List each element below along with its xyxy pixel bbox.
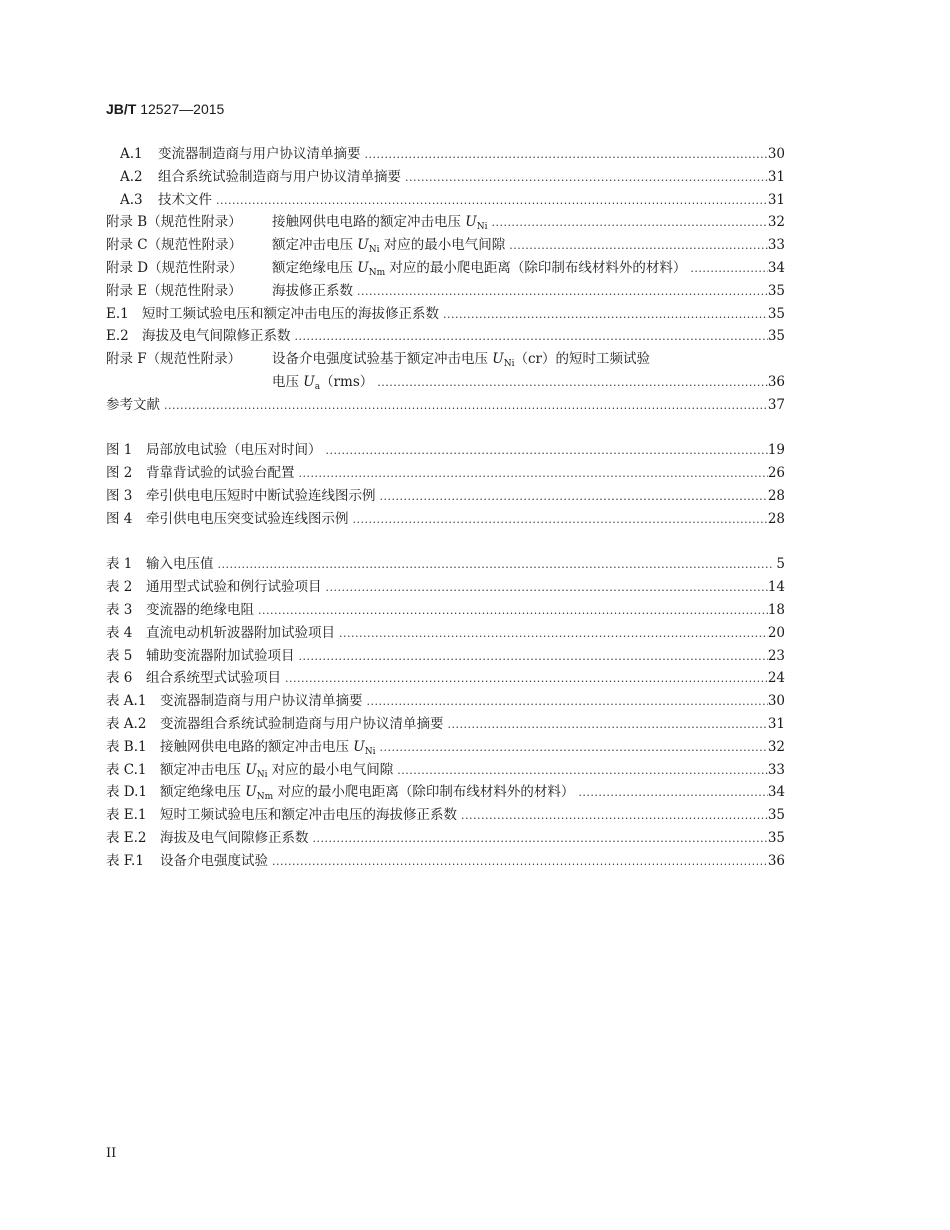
toc-entry[interactable]: [106, 371, 785, 394]
toc-entry-label: [106, 394, 162, 417]
toc-entry-label: [106, 645, 297, 668]
toc-entry-number: 附录 B（规范性附录）: [106, 214, 242, 231]
toc-entry-label: [106, 690, 365, 713]
toc-entry-title: 技术文件: [158, 191, 212, 208]
toc-entry-number: 表 E.1: [106, 807, 147, 824]
toc-dot-leader: [446, 714, 768, 737]
toc-dot-leader: [337, 623, 768, 646]
toc-entry-page: 28: [767, 510, 785, 527]
toc-entry[interactable]: [106, 759, 785, 782]
toc-entry-label: [106, 439, 324, 462]
toc-entry[interactable]: [106, 234, 785, 257]
toc-entry-label: [106, 485, 378, 508]
toc-entry-number: 表 4: [106, 624, 133, 641]
toc-entry-number: 图 1: [106, 442, 133, 459]
toc-entry-number: 表 D.1: [106, 784, 148, 801]
toc-entry-title: 背靠背试验的试验台配置: [146, 465, 295, 482]
toc-entry-title: 局部放电试验（电压对时间）: [146, 442, 322, 459]
toc-entry-label: [120, 189, 214, 212]
toc-entry-title-suffix: 对应的最小爬电距离（除印制布线材料外的材料）: [273, 784, 575, 801]
toc-entry-page: 35: [767, 282, 785, 299]
toc-entry-page: 35: [767, 305, 785, 322]
toc-entry[interactable]: [106, 166, 785, 189]
toc-entry-title: 电压: [272, 373, 304, 390]
toc-entry[interactable]: [106, 439, 785, 462]
toc-entry-page: 24: [767, 670, 785, 687]
toc-entry[interactable]: [106, 850, 785, 873]
toc-entry-label: [106, 622, 337, 645]
toc-dot-leader: [395, 760, 768, 783]
toc-dot-leader: [377, 737, 767, 760]
toc-entry-number: 附录 C（规范性附录）: [106, 237, 243, 254]
toc-entry-page: 36: [767, 852, 785, 869]
toc-entry-page: 37: [767, 396, 785, 413]
toc-dot-leader: [293, 326, 768, 349]
toc-entry-variable: U: [357, 259, 369, 276]
toc-entry-number: E.2: [106, 328, 129, 345]
toc-entry-title: 参考文献: [106, 396, 160, 413]
toc-entry-page: 33: [767, 761, 785, 778]
page-number: II: [106, 1146, 117, 1161]
toc-entry-page: 5: [776, 556, 785, 573]
toc-entry-subscript: Ni: [368, 245, 380, 256]
toc-entry-title: 变流器的绝缘电阻: [146, 601, 254, 618]
toc-entry-page: 35: [767, 807, 785, 824]
toc-entry-title: 短时工频试验电压和额定冲击电压的海拔修正系数: [142, 305, 439, 322]
toc-entry-number: 图 3: [106, 487, 133, 504]
toc-entry-number: 表 A.2: [106, 715, 147, 732]
toc-entry-number: 表 F.1: [106, 852, 144, 869]
toc-entry-variable: U: [303, 373, 315, 390]
toc-entry-number: A.1: [120, 146, 143, 162]
toc-entry[interactable]: [106, 348, 785, 371]
toc-entry-title: 变流器制造商与用户协议清单摘要: [160, 693, 363, 710]
toc-entry-variable: U: [245, 784, 257, 801]
toc-entry-title-suffix: （rms）: [320, 373, 374, 390]
toc-entry[interactable]: [106, 394, 785, 417]
toc-dot-leader: [378, 486, 768, 509]
toc-entry[interactable]: [106, 690, 785, 713]
toc-entry[interactable]: [106, 713, 785, 736]
toc-entry-variable: U: [492, 351, 504, 368]
toc-entry-title: 牵引供电电压突变试验连线图示例: [146, 510, 349, 527]
toc-dot-leader: [441, 304, 768, 327]
toc-entry-page: 28: [767, 487, 785, 504]
toc-entry-title: 海拔及电气间隙修正系数: [160, 829, 309, 846]
toc-entry-subscript: Ni: [476, 222, 488, 233]
toc-entry-page: 14: [767, 579, 785, 596]
toc-entry-title: 海拔修正系数: [272, 282, 353, 299]
toc-entry-page: 33: [767, 237, 785, 254]
doc-id-bold: JB/T: [106, 101, 137, 117]
toc-entry-label: [106, 576, 324, 599]
toc-entry-label: [106, 280, 355, 303]
toc-entry-title: 设备介电强度试验基于额定冲击电压: [272, 351, 493, 368]
toc-dot-leader: [324, 577, 768, 600]
toc-entry-number: 表 B.1: [106, 738, 147, 755]
toc-entry-number: 表 6: [106, 670, 133, 687]
toc-entry-label: [106, 462, 297, 485]
toc-entry-title-suffix: 对应的最小电气间隙: [379, 237, 506, 254]
toc-entry-label: [120, 143, 363, 166]
toc-entry-variable: U: [465, 214, 477, 231]
toc-entry-number: E.1: [106, 305, 129, 322]
toc-entry[interactable]: [106, 189, 785, 212]
toc-entry[interactable]: [106, 143, 785, 166]
toc-entry-label: [106, 804, 459, 827]
toc-dot-leader: [162, 395, 768, 418]
toc-entry-subscript: Ni: [256, 769, 268, 780]
toc-dot-leader: [297, 646, 768, 669]
toc-entry-page: 30: [767, 146, 785, 162]
toc-entry-page: 18: [767, 601, 785, 618]
toc-entry-title: 接触网供电电路的额定冲击电压: [272, 214, 466, 231]
toc-entry-page: 35: [767, 829, 785, 846]
toc-entry[interactable]: [106, 645, 785, 668]
table-of-contents: [106, 143, 785, 873]
toc-entry-number: 表 1: [106, 556, 133, 573]
toc-entry[interactable]: [106, 325, 785, 348]
toc-dot-leader: [283, 668, 768, 691]
document-header: [106, 101, 224, 117]
toc-dot-leader: [324, 440, 768, 463]
toc-entry-title: 牵引供电电压短时中断试验连线图示例: [146, 487, 376, 504]
toc-entry-title: 短时工频试验电压和额定冲击电压的海拔修正系数: [160, 807, 457, 824]
toc-entry-number: 表 2: [106, 579, 133, 596]
toc-entry-label: [106, 667, 283, 690]
toc-entry-label: [106, 508, 351, 531]
toc-entry-label: [120, 166, 403, 189]
toc-entry-page: 20: [767, 624, 785, 641]
toc-entry-page: 32: [767, 214, 785, 231]
toc-entry-label: [106, 599, 256, 622]
toc-entry-label: [106, 713, 446, 736]
toc-entry-page: 34: [767, 259, 785, 276]
toc-entry-variable: U: [357, 237, 369, 254]
toc-dot-leader: [459, 805, 768, 828]
toc-entry-page: 31: [767, 191, 785, 208]
toc-entry-title: 辅助变流器附加试验项目: [146, 647, 295, 664]
toc-entry-title: 接触网供电电路的额定冲击电压: [160, 738, 354, 755]
toc-entry-variable: U: [245, 761, 257, 778]
toc-entry[interactable]: [106, 462, 785, 485]
toc-entry-page: 31: [767, 715, 785, 732]
toc-entry-number: A.3: [120, 191, 143, 208]
toc-entry-title-suffix: 对应的最小爬电距离（除印制布线材料外的材料）: [385, 259, 687, 276]
toc-entry-page: 26: [767, 465, 785, 482]
toc-entry[interactable]: [106, 303, 785, 326]
toc-entry-number: 表 5: [106, 647, 133, 664]
toc-entry-number: 图 4: [106, 510, 133, 527]
toc-entry-title: 额定冲击电压: [160, 761, 246, 778]
toc-dot-leader: [365, 691, 768, 714]
toc-entry-number: 表 A.1: [106, 693, 147, 710]
toc-entry[interactable]: [106, 804, 785, 827]
toc-entry-page: 23: [767, 647, 785, 664]
toc-entry[interactable]: [106, 485, 785, 508]
toc-entry[interactable]: [106, 576, 785, 599]
toc-dot-leader: [363, 144, 768, 167]
toc-entry-number: A.2: [120, 168, 143, 185]
toc-dot-leader: [507, 235, 768, 258]
toc-entry-subscript: Nm: [368, 267, 386, 278]
toc-entry-label: [106, 553, 216, 576]
toc-entry[interactable]: [106, 667, 785, 690]
toc-entry-title: 变流器制造商与用户协议清单摘要: [158, 146, 361, 162]
toc-entry-title-suffix: 对应的最小电气间隙: [267, 761, 394, 778]
toc-entry-label: [106, 850, 270, 873]
toc-entry-title: 直流电动机斩波器附加试验项目: [146, 624, 335, 641]
toc-entry-number: 附录 D（规范性附录）: [106, 259, 243, 276]
toc-entry-title: 海拔及电气间隙修正系数: [142, 328, 291, 345]
toc-entry-label: [106, 325, 293, 348]
toc-dot-leader: [403, 167, 768, 190]
toc-entry[interactable]: [106, 622, 785, 645]
toc-entry-page: 36: [767, 373, 785, 390]
toc-entry-page: 35: [767, 328, 785, 345]
toc-entry-title: 额定绝缘电压: [160, 784, 246, 801]
toc-dot-leader: [355, 281, 768, 304]
toc-entry[interactable]: [106, 781, 785, 804]
toc-entry-title-suffix: （cr）的短时工频试验: [514, 351, 650, 368]
toc-dot-leader: [214, 190, 768, 213]
toc-entry-title: 通用型式试验和例行试验项目: [146, 579, 322, 596]
toc-entry-page: 32: [767, 738, 785, 755]
toc-entry[interactable]: [106, 211, 785, 234]
toc-entry-title: 额定冲击电压: [272, 237, 358, 254]
toc-entry[interactable]: [106, 736, 785, 759]
toc-dot-leader: [216, 554, 774, 577]
toc-spacer: [106, 531, 785, 554]
toc-spacer: [106, 417, 785, 440]
toc-entry-number: 表 E.2: [106, 829, 147, 846]
toc-entry[interactable]: [106, 599, 785, 622]
toc-dot-leader: [375, 372, 768, 395]
toc-entry-label: [106, 827, 311, 850]
toc-entry-number: 表 C.1: [106, 761, 147, 778]
toc-entry[interactable]: [106, 257, 785, 280]
toc-entry-number: 表 3: [106, 601, 133, 618]
toc-entry-number: 附录 F（规范性附录）: [106, 351, 242, 368]
toc-dot-leader: [297, 463, 768, 486]
toc-entry-label: [106, 303, 441, 326]
toc-entry-subscript: Ni: [503, 359, 515, 370]
toc-dot-leader: [256, 600, 768, 623]
toc-entry[interactable]: [106, 508, 785, 531]
toc-entry[interactable]: [106, 280, 785, 303]
toc-entry-title: 设备介电强度试验: [160, 852, 268, 869]
toc-entry-page: 34: [767, 784, 785, 801]
toc-entry-title: 变流器组合系统试验制造商与用户协议清单摘要: [160, 715, 444, 732]
toc-entry-title: 组合系统型式试验项目: [146, 670, 281, 687]
toc-dot-leader: [311, 828, 768, 851]
toc-dot-leader: [351, 509, 768, 532]
toc-entry-subscript: Ni: [364, 746, 376, 757]
toc-entry-page: 19: [767, 442, 785, 459]
toc-entry-subscript: a: [314, 381, 321, 392]
toc-entry-title: 额定绝缘电压: [272, 259, 358, 276]
doc-id-rest: 12527—2015: [136, 101, 225, 117]
toc-entry[interactable]: [106, 553, 785, 576]
toc-entry-number: 图 2: [106, 465, 133, 482]
toc-entry[interactable]: [106, 827, 785, 850]
toc-dot-leader: [576, 782, 767, 805]
toc-entry-page: 31: [767, 168, 785, 185]
toc-entry-subscript: Nm: [256, 792, 274, 803]
toc-entry-title: 输入电压值: [146, 556, 214, 573]
toc-dot-leader: [489, 212, 767, 235]
toc-dot-leader: [270, 851, 768, 874]
toc-entry-variable: U: [353, 738, 365, 755]
toc-entry-number: 附录 E（规范性附录）: [106, 282, 242, 299]
toc-dot-leader: [688, 258, 767, 281]
toc-entry-page: 30: [767, 693, 785, 710]
toc-entry-title: 组合系统试验制造商与用户协议清单摘要: [158, 168, 401, 185]
